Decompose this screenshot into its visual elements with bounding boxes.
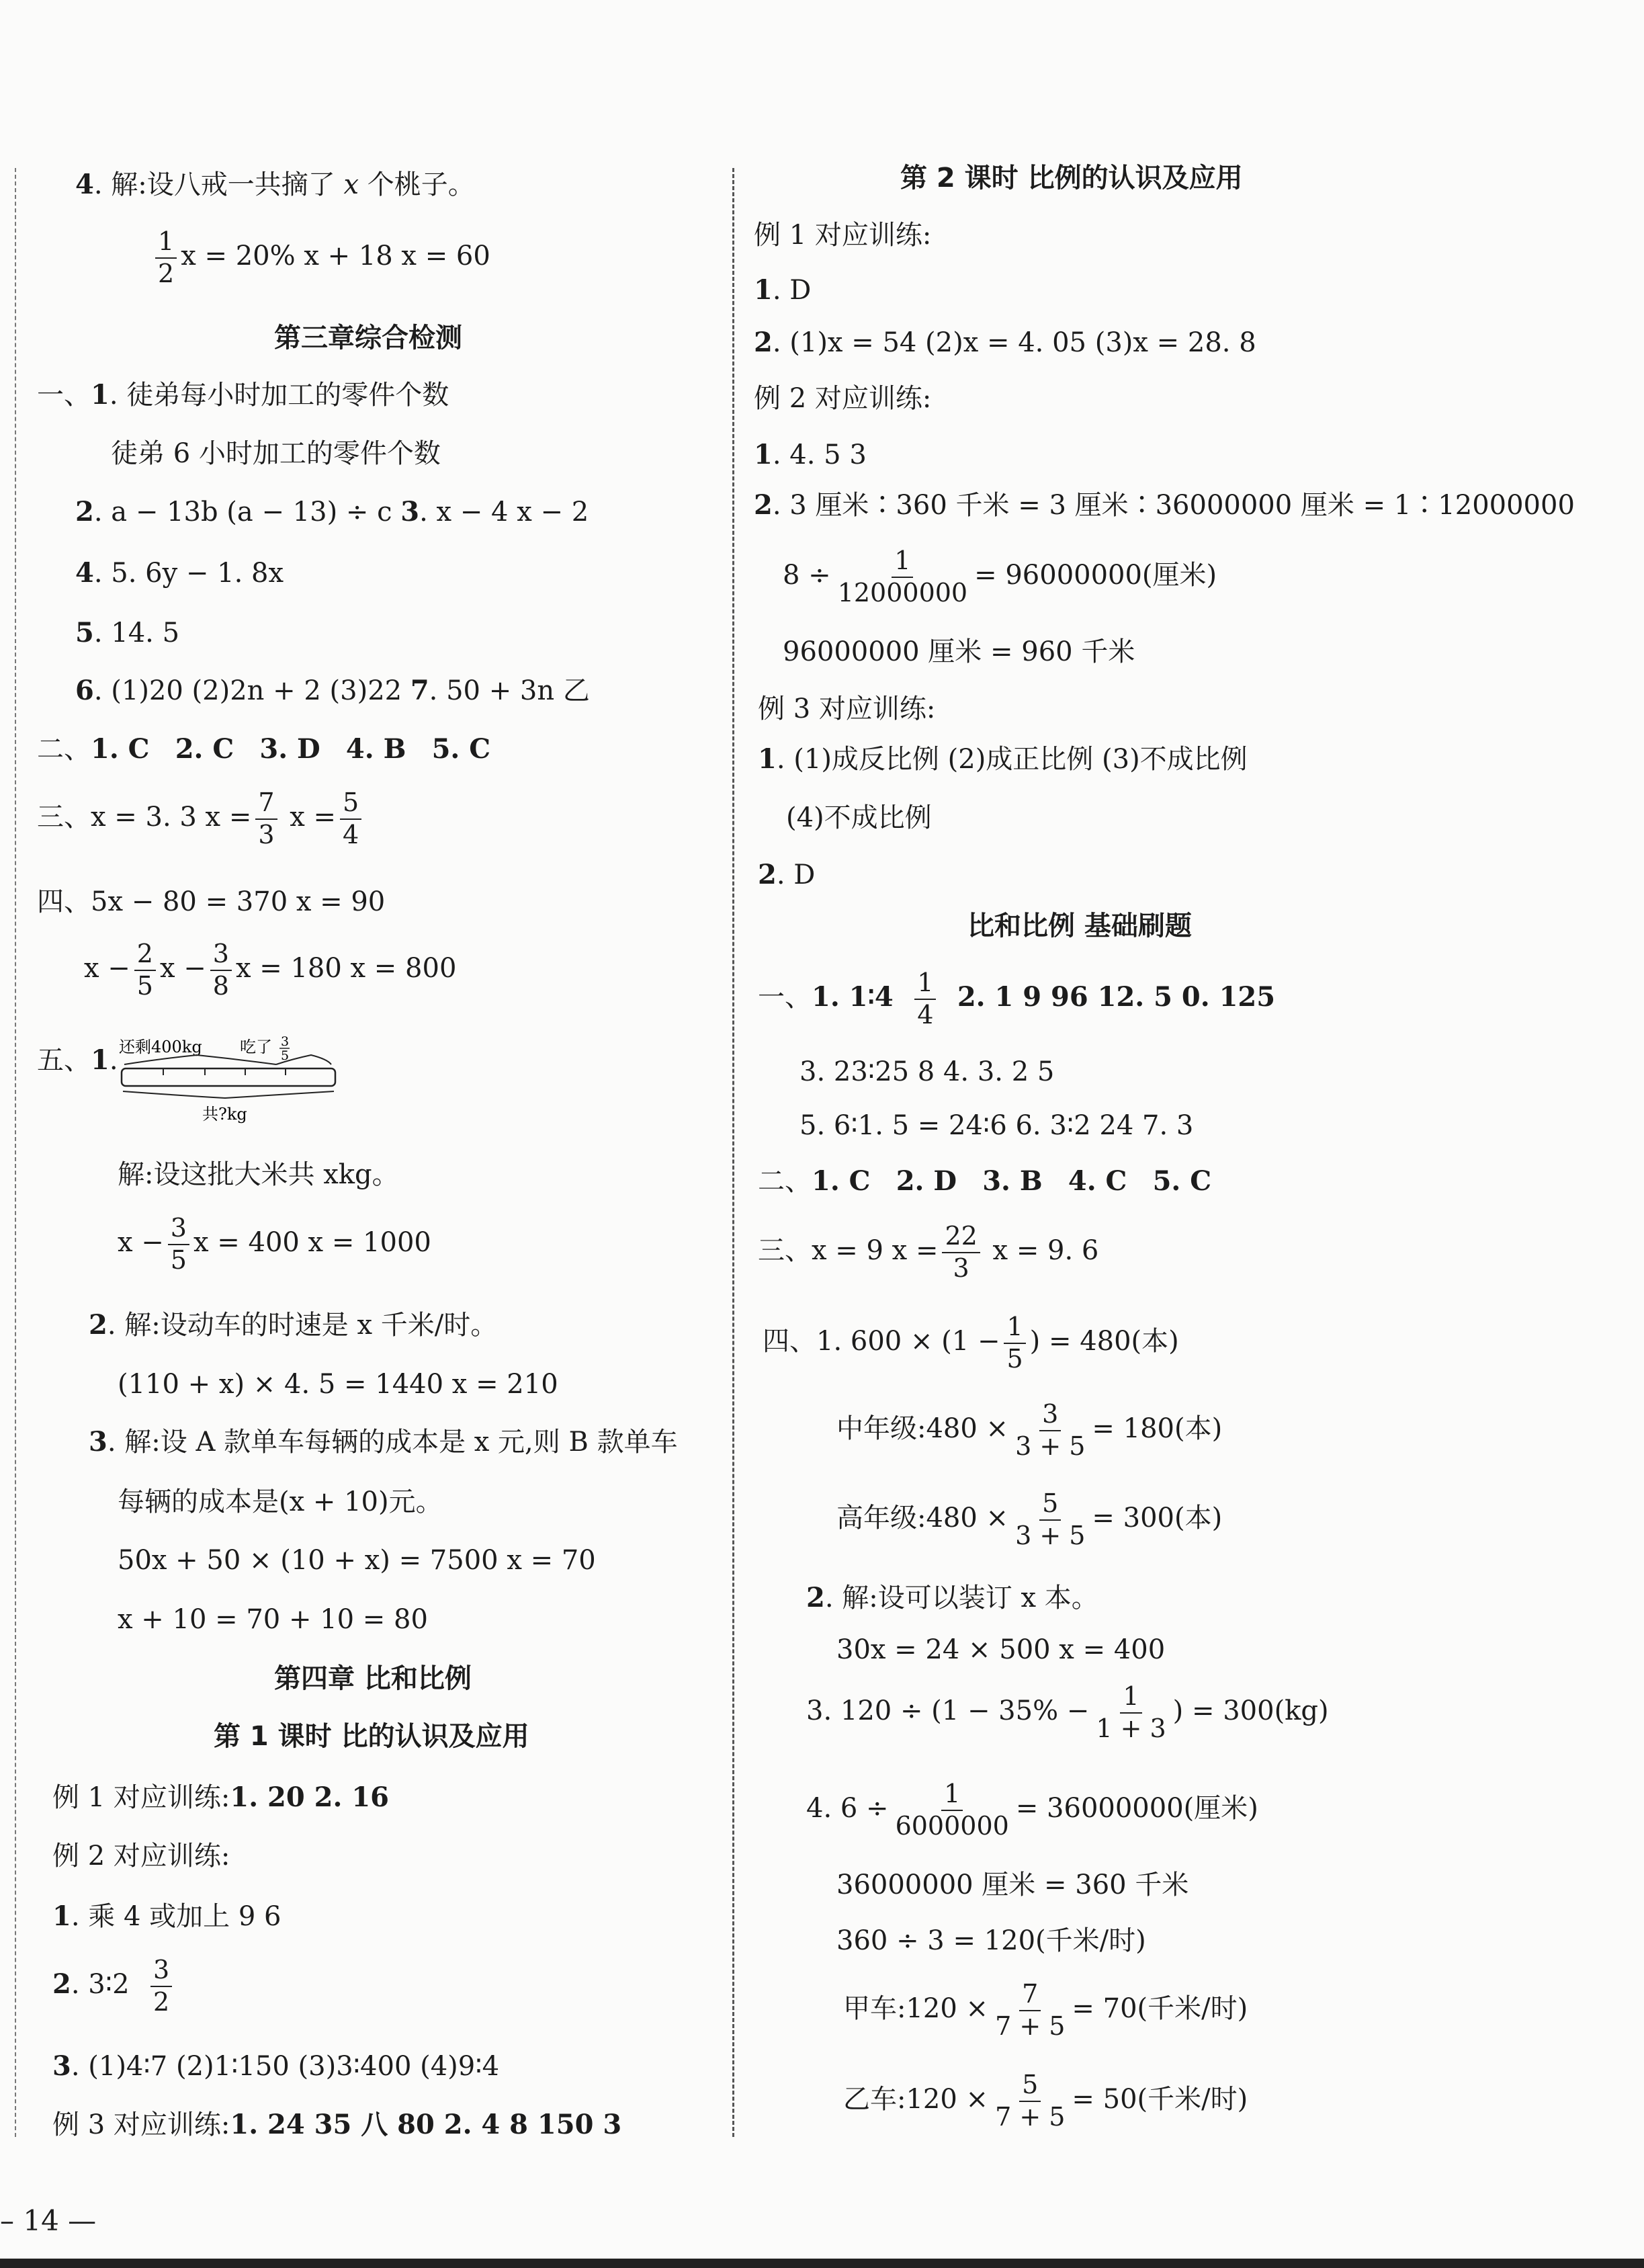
choice-answers: 二、1. C 2. C 3. D 4. B 5. C xyxy=(37,733,491,765)
lesson-heading: 第 1 课时 比的认识及应用 xyxy=(214,1721,529,1752)
answer-line: 徒弟 6 小时加工的零件个数 xyxy=(111,438,441,469)
equation-line: $\frac{1}{2}$ x = 20% x + 18 x = 60 xyxy=(151,228,490,288)
answer-line: 例 1 对应训练:1. 20 2. 16 xyxy=(52,1781,389,1813)
answer-line: 5. 14. 5 xyxy=(75,617,180,648)
answer-line: 2. (1)x = 54 (2)x = 4. 05 (3)x = 28. 8 xyxy=(754,327,1256,358)
answer-line: 4. 解:设八戒一共摘了 x 个桃子。 xyxy=(75,169,475,200)
left-margin-dashed-line xyxy=(15,168,16,2137)
answer-line: 3. 23∶25 8 4. 3. 2 5 xyxy=(799,1056,1055,1087)
answer-line: 5. 6∶1. 5 = 24∶6 6. 3∶2 24 7. 3 xyxy=(799,1110,1194,1141)
answer-line: 2. 解:设可以装订 x 本。 xyxy=(806,1582,1098,1613)
answer-line: 四、5x − 80 = 370 x = 90 xyxy=(37,886,386,917)
answer-line: 2. D xyxy=(758,859,816,890)
bottom-edge-bar xyxy=(0,2259,1644,2268)
answer-line: 1. 4. 5 3 xyxy=(754,439,867,470)
equation-line: x − $\frac{3}{5}$ x = 400 x = 1000 xyxy=(118,1213,431,1275)
answer-line: 例 3 对应训练:1. 24 35 八 80 2. 4 8 150 3 xyxy=(52,2109,622,2140)
equation-line: 四、1. 600 × (1 − $\frac{1}{5}$ ) = 480(本) xyxy=(763,1312,1179,1374)
answer-line: x + 10 = 70 + 10 = 80 xyxy=(118,1604,428,1635)
answer-line: 每辆的成本是(x + 10)元。 xyxy=(118,1486,443,1517)
answer-line: 1. (1)成反比例 (2)成正比例 (3)不成比例 xyxy=(758,743,1248,775)
answer-line: 2. 3 厘米∶360 千米 = 3 厘米∶36000000 厘米 = 1∶12000000 xyxy=(754,489,1575,521)
equation-line: 中年级:480 × $\frac{3}{3 + 5}$ = 180(本) xyxy=(836,1399,1223,1461)
section-heading: 比和比例 基础刷题 xyxy=(967,911,1192,941)
answer-line: 50x + 50 × (10 + x) = 7500 x = 70 xyxy=(118,1545,596,1576)
answer-line: 一、1. 徒弟每小时加工的零件个数 xyxy=(37,379,449,411)
answer-line: 36000000 厘米 = 360 千米 xyxy=(836,1870,1189,1900)
equation-line: 4. 6 ÷ $\frac{1}{6000000}$ = 36000000(厘米) xyxy=(806,1779,1258,1841)
answer-line: 例 2 对应训练: xyxy=(754,383,932,414)
equation-line: 8 ÷ $\frac{1}{12000000}$ = 96000000(厘米) xyxy=(783,546,1217,607)
answer-line: (4)不成比例 xyxy=(786,802,932,833)
choice-answers: 二、1. C 2. D 3. B 4. C 5. C xyxy=(758,1165,1212,1197)
answer-line: 360 ÷ 3 = 120(千米/时) xyxy=(836,1925,1146,1956)
diagram-frac-num: 3 xyxy=(281,1034,290,1049)
diagram-frac-den: 5 xyxy=(281,1048,290,1063)
answer-line: 4. 5. 6y − 1. 8x xyxy=(75,557,284,589)
answer-line: 1. 乘 4 或加上 9 6 xyxy=(52,1900,282,1932)
diagram-bottom-label: 共?kg xyxy=(202,1105,247,1124)
equation-line: x − $\frac{2}{5}$ x − $\frac{3}{8}$ x = 180 x = 800 xyxy=(84,939,457,1001)
chapter-heading: 第四章 比和比例 xyxy=(274,1663,472,1694)
answer-line: 三、x = 9 x = $\frac{22}{3}$ x = 9. 6 xyxy=(758,1221,1099,1283)
answer-line: 1. D xyxy=(754,274,812,306)
answer-line: 2. a − 13b (a − 13) ÷ c 3. x − 4 x − 2 xyxy=(75,496,589,528)
equation-line: 乙车:120 × $\frac{5}{7 + 5}$ = 50(千米/时) xyxy=(843,2070,1248,2132)
section-heading: 第三章综合检测 xyxy=(274,323,462,353)
answer-line: 五、1. xyxy=(37,1044,118,1076)
answer-line: 例 3 对应训练: xyxy=(758,694,936,724)
answer-line: 三、x = 3. 3 x = $\frac{7}{3}$ x = $\frac{5}{4}$ xyxy=(37,790,365,849)
diagram-left-label: 还剩400kg xyxy=(119,1038,202,1056)
equation-line: 高年级:480 × $\frac{5}{3 + 5}$ = 300(本) xyxy=(836,1488,1223,1550)
answer-line: 3. 解:设 A 款单车每辆的成本是 x 元,则 B 款单车 xyxy=(89,1426,678,1458)
diagram-right-label: 吃了 xyxy=(240,1038,272,1056)
answer-line: 6. (1)20 (2)2n + 2 (3)22 7. 50 + 3n 乙 xyxy=(75,675,590,706)
column-separator xyxy=(732,168,734,2137)
equation-line: 3. 120 ÷ (1 − 35% − $\frac{1}{1 + 3}$ ) = 300(kg) xyxy=(806,1681,1329,1743)
answer-line: 一、1. 1∶4 $\frac{1}{4}$ 2. 1 9 96 12. 5 0. 125 xyxy=(758,968,1276,1030)
answer-line: 30x = 24 × 500 x = 400 xyxy=(836,1634,1166,1665)
answer-line: 96000000 厘米 = 960 千米 xyxy=(783,636,1135,667)
page-number: – 14 — xyxy=(0,2204,97,2237)
answer-line: 解:设这批大米共 xkg。 xyxy=(118,1159,399,1190)
answer-line: (110 + x) × 4. 5 = 1440 x = 210 xyxy=(118,1369,558,1400)
answer-line: 2. 3∶2 $\frac{3}{2}$ xyxy=(52,1957,176,2016)
equation-line: 甲车:120 × $\frac{7}{7 + 5}$ = 70(千米/时) xyxy=(843,1979,1248,2041)
line-segment-diagram xyxy=(118,1035,346,1142)
answer-line: 2. 解:设动车的时速是 x 千米/时。 xyxy=(89,1309,498,1341)
answer-line: 3. (1)4∶7 (2)1∶150 (3)3∶400 (4)9∶4 xyxy=(52,2050,500,2082)
lesson-heading: 第 2 课时 比例的认识及应用 xyxy=(900,163,1243,194)
answer-line: 例 2 对应训练: xyxy=(52,1841,230,1872)
answer-line: 例 1 对应训练: xyxy=(754,220,932,251)
